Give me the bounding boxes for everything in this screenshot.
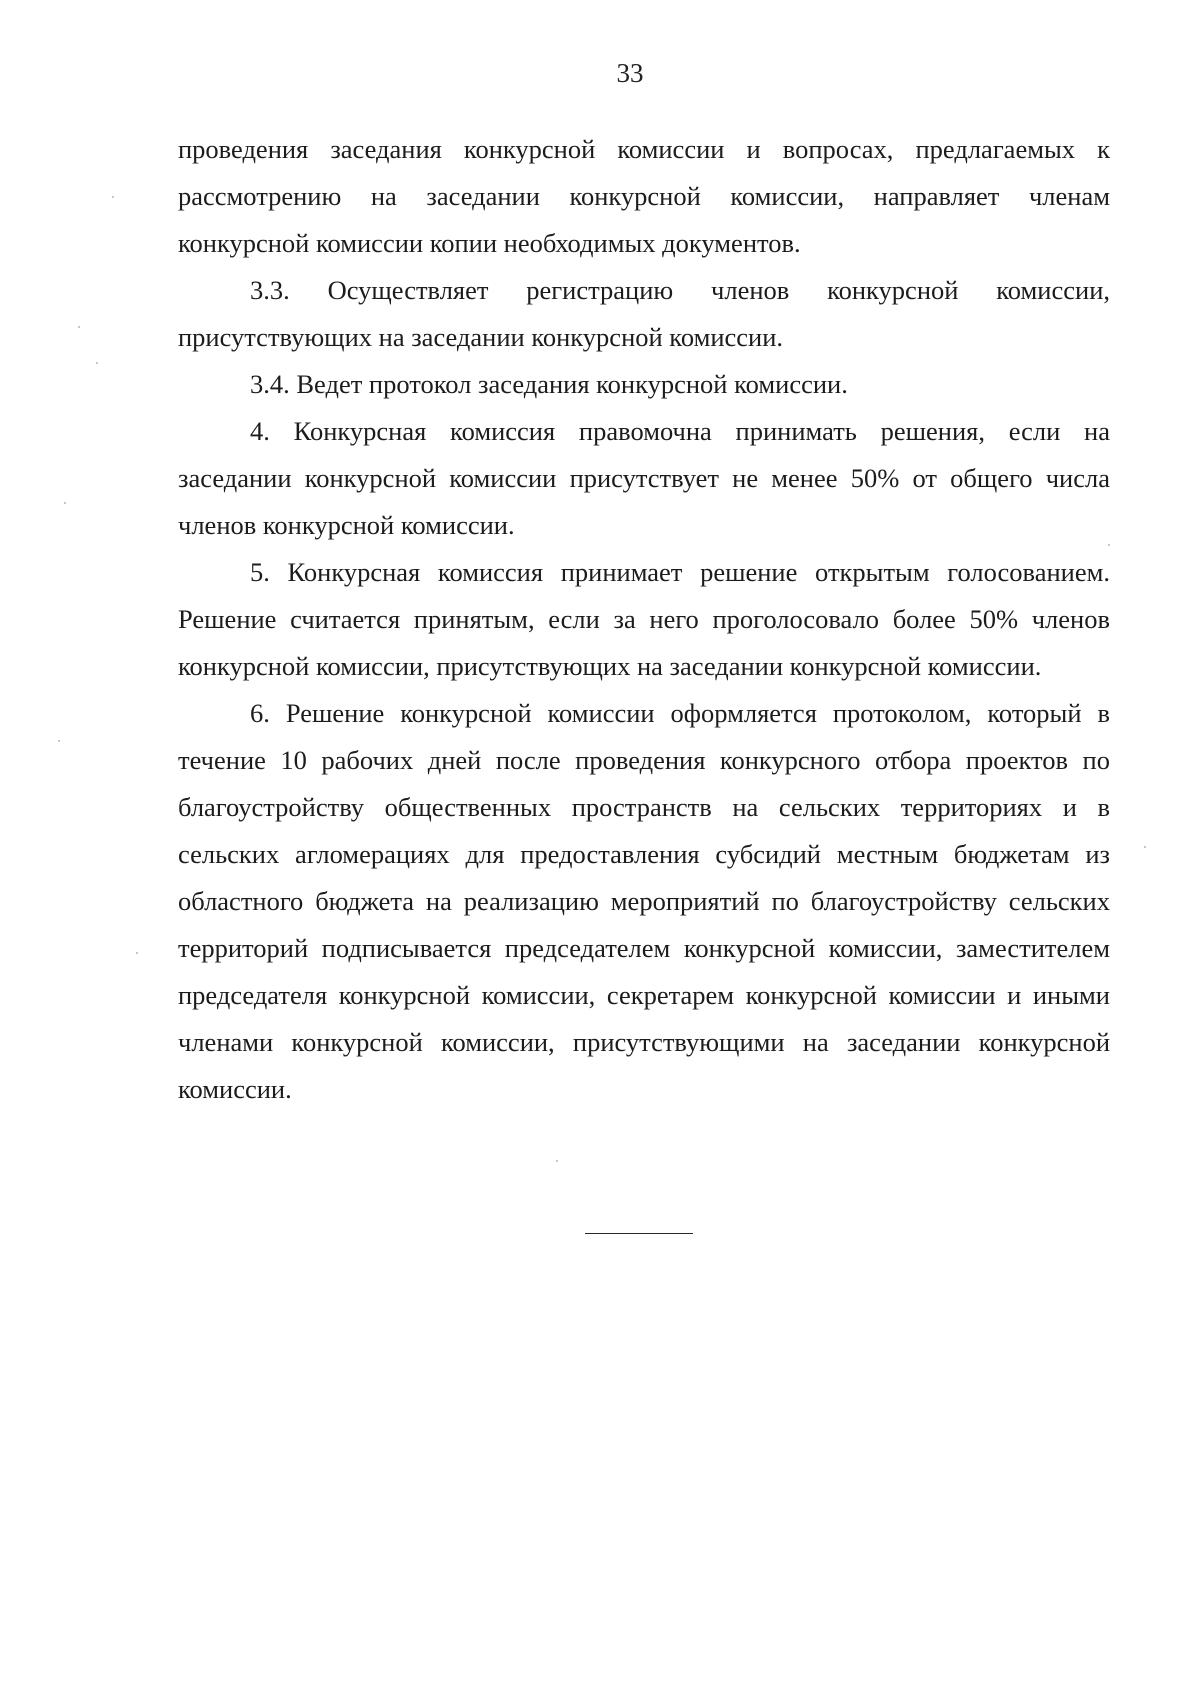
scan-speck [58,740,60,742]
paragraph-continuation: проведения заседания конкурсной комиссии и вопросах, предлагаемых к рассмотрению на заседании конкурсной комиссии, направляет членам конкурсной комиссии копии необходимых документов. [178,134,1110,258]
paragraph-3-3: 3.3. Осуществляет регистрацию членов конкурсной комиссии, присутствующих на заседании конкурсной комиссии. [178,275,1110,352]
paragraph-4: 4. Конкурсная комиссия правомочна принимать решения, если на заседании конкурсной комиссии присутствует не менее 50% от общего числа членов конкурсной комиссии. [178,416,1110,540]
scan-speck [78,326,80,328]
scan-speck [96,362,98,364]
document-body [178,126,1110,1113]
scan-speck [136,952,138,954]
end-divider-line [585,1233,693,1234]
scan-speck [64,502,66,504]
scan-speck [112,196,114,198]
scan-speck [1144,846,1146,848]
paragraph-6: 6. Решение конкурсной комиссии оформляется протоколом, который в течение 10 рабочих дней после проведения конкурсного отбора проектов по благоустройству общественных пространств на сельских территориях и в сельских агломерациях для предоставления субсидий местным бюджетам из областного бюджета на реализацию мероприятий по благоустройству сельских территорий подписывается председателем конкурсной комиссии, заместителем председателя конкурсной комиссии, секретарем конкурсной комиссии и иными членами конкурсной комиссии, присутствующими на заседании конкурсной комиссии. [178,698,1110,1104]
paragraph-3-4: 3.4. Ведет протокол заседания конкурсной комиссии. [250,369,848,399]
scan-speck [556,1160,558,1162]
page-number: 33 [616,58,644,88]
scan-speck [1108,544,1110,546]
paragraph-5: 5. Конкурсная комиссия принимает решение открытым голосованием. Решение считается принятым, если за него проголосовало более 50% членов конкурсной комиссии, присутствующих на заседании конкурсной комиссии. [178,557,1110,681]
